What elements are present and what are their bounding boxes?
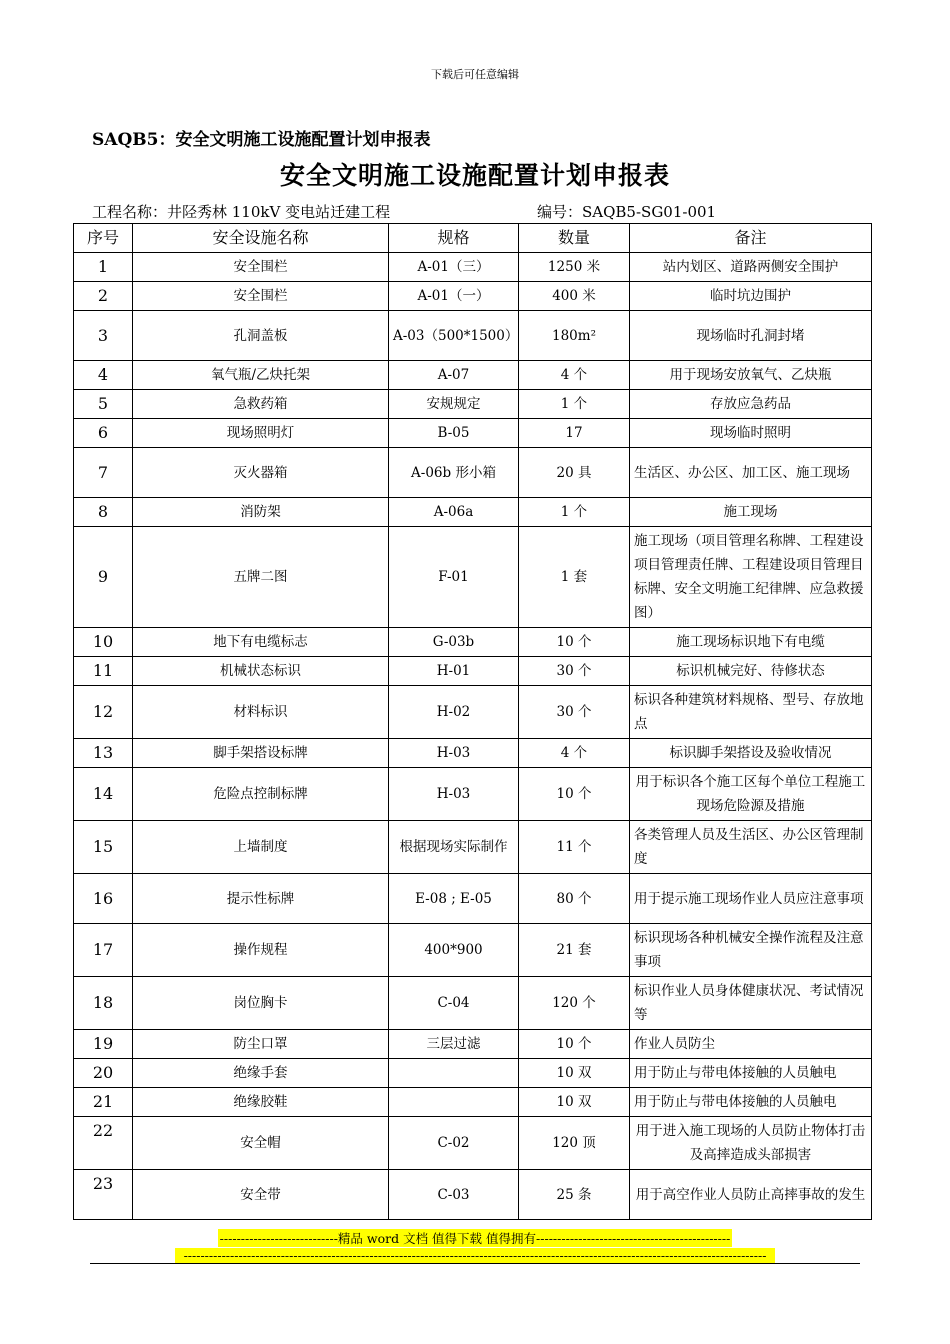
row-number-cell: 20	[74, 1059, 133, 1088]
footer-rule	[90, 1263, 860, 1264]
note-cell: 各类管理人员及生活区、办公区管理制度	[630, 821, 872, 874]
table-header-row	[74, 224, 872, 253]
table-row	[74, 1088, 872, 1117]
quantity-cell: 20 具	[519, 448, 630, 498]
note-cell: 站内划区、道路两侧安全围护	[630, 253, 872, 282]
facility-plan-table	[73, 223, 872, 1220]
quantity-cell: 1 个	[519, 498, 630, 527]
spec-cell	[389, 1059, 519, 1088]
spec-cell: C-03	[389, 1170, 519, 1220]
spec-cell: 400*900	[389, 924, 519, 977]
spec-cell: A-07	[389, 361, 519, 390]
note-cell: 标识现场各种机械安全操作流程及注意事项	[630, 924, 872, 977]
row-number-cell: 8	[74, 498, 133, 527]
note-cell: 施工现场标识地下有电缆	[630, 628, 872, 657]
quantity-cell: 30 个	[519, 657, 630, 686]
table-row	[74, 282, 872, 311]
quantity-cell: 4 个	[519, 739, 630, 768]
quantity-cell: 180m²	[519, 311, 630, 361]
row-number-cell: 11	[74, 657, 133, 686]
project-name: 工程名称：井陉秀林 110kV 变电站迁建工程	[92, 203, 391, 221]
spec-cell: 根据现场实际制作	[389, 821, 519, 874]
quantity-cell: 1 套	[519, 527, 630, 628]
row-number-cell: 9	[74, 527, 133, 628]
note-cell: 临时坑边围护	[630, 282, 872, 311]
spec-cell: H-03	[389, 739, 519, 768]
table-row	[74, 657, 872, 686]
table-row	[74, 977, 872, 1030]
quantity-cell: 30 个	[519, 686, 630, 739]
quantity-cell: 17	[519, 419, 630, 448]
facility-name-cell: 地下有电缆标志	[133, 628, 389, 657]
table-row	[74, 419, 872, 448]
spec-cell: F-01	[389, 527, 519, 628]
facility-name-cell: 防尘口罩	[133, 1030, 389, 1059]
spec-cell: A-01（一）	[389, 282, 519, 311]
row-number-cell: 12	[74, 686, 133, 739]
quantity-cell: 1 个	[519, 390, 630, 419]
quantity-cell: 1250 米	[519, 253, 630, 282]
note-cell: 用于防止与带电体接触的人员触电	[630, 1059, 872, 1088]
row-number-cell: 4	[74, 361, 133, 390]
row-number-cell: 23	[74, 1170, 133, 1220]
note-cell: 作业人员防尘	[630, 1030, 872, 1059]
note-cell: 用于高空作业人员防止高摔事故的发生	[630, 1170, 872, 1220]
facility-name-cell: 材料标识	[133, 686, 389, 739]
note-cell: 用于提示施工现场作业人员应注意事项	[630, 874, 872, 924]
quantity-cell: 4 个	[519, 361, 630, 390]
footer-line-1: ----------------------------精品 word 文档 值得下载 值得拥有----------------------------------------------	[219, 1231, 731, 1246]
facility-name-cell: 岗位胸卡	[133, 977, 389, 1030]
spec-cell: A-03（500*1500）	[389, 311, 519, 361]
row-number-cell: 13	[74, 739, 133, 768]
header-name: 安全设施名称	[133, 224, 389, 253]
facility-name-cell: 上墙制度	[133, 821, 389, 874]
note-cell: 标识机械完好、待修状态	[630, 657, 872, 686]
table-row	[74, 361, 872, 390]
quantity-cell: 10 双	[519, 1088, 630, 1117]
facility-name-cell: 五牌二图	[133, 527, 389, 628]
quantity-cell: 120 个	[519, 977, 630, 1030]
footer-line-2: ------------------------------------------------------------------------------------------------------------------------------------------	[175, 1248, 775, 1263]
facility-name-cell: 提示性标牌	[133, 874, 389, 924]
quantity-cell: 120 顶	[519, 1117, 630, 1170]
note-cell: 用于防止与带电体接触的人员触电	[630, 1088, 872, 1117]
facility-name-cell: 机械状态标识	[133, 657, 389, 686]
facility-name-cell: 灭火器箱	[133, 448, 389, 498]
header-qty: 数量	[519, 224, 630, 253]
note-cell: 施工现场	[630, 498, 872, 527]
quantity-cell: 10 个	[519, 628, 630, 657]
document-code-title: SAQB5：安全文明施工设施配置计划申报表	[92, 130, 431, 150]
table-row	[74, 1030, 872, 1059]
row-number-cell: 16	[74, 874, 133, 924]
facility-name-cell: 消防架	[133, 498, 389, 527]
facility-name-cell: 氧气瓶/乙炔托架	[133, 361, 389, 390]
row-number-cell: 22	[74, 1117, 133, 1170]
footer-banner	[175, 1229, 775, 1263]
quantity-cell: 10 个	[519, 1030, 630, 1059]
spec-cell: 安规规定	[389, 390, 519, 419]
spec-cell: A-06a	[389, 498, 519, 527]
spec-cell: C-02	[389, 1117, 519, 1170]
note-cell: 标识作业人员身体健康状况、考试情况等	[630, 977, 872, 1030]
table-row	[74, 1170, 872, 1220]
facility-name-cell: 孔洞盖板	[133, 311, 389, 361]
note-cell: 生活区、办公区、加工区、施工现场	[630, 448, 872, 498]
header-note: 备注	[630, 224, 872, 253]
table-row	[74, 739, 872, 768]
row-number-cell: 21	[74, 1088, 133, 1117]
row-number-cell: 7	[74, 448, 133, 498]
table-row	[74, 498, 872, 527]
spec-cell: H-01	[389, 657, 519, 686]
spec-cell: H-03	[389, 768, 519, 821]
facility-name-cell: 操作规程	[133, 924, 389, 977]
note-cell: 现场临时照明	[630, 419, 872, 448]
note-cell: 用于标识各个施工区每个单位工程施工现场危险源及措施	[630, 768, 872, 821]
header-note: 下载后可任意编辑	[431, 68, 519, 81]
spec-cell: H-02	[389, 686, 519, 739]
note-cell: 标识脚手架搭设及验收情况	[630, 739, 872, 768]
facility-name-cell: 绝缘胶鞋	[133, 1088, 389, 1117]
facility-name-cell: 安全围栏	[133, 282, 389, 311]
spec-cell: 三层过滤	[389, 1030, 519, 1059]
row-number-cell: 15	[74, 821, 133, 874]
table-row	[74, 628, 872, 657]
note-cell: 存放应急药品	[630, 390, 872, 419]
table-row	[74, 390, 872, 419]
spec-cell: E-08 ; E-05	[389, 874, 519, 924]
quantity-cell: 11 个	[519, 821, 630, 874]
header-spec: 规格	[389, 224, 519, 253]
table-row	[74, 1059, 872, 1088]
row-number-cell: 10	[74, 628, 133, 657]
quantity-cell: 25 条	[519, 1170, 630, 1220]
table-row	[74, 253, 872, 282]
facility-name-cell: 脚手架搭设标牌	[133, 739, 389, 768]
facility-name-cell: 安全围栏	[133, 253, 389, 282]
note-cell: 施工现场（项目管理名称牌、工程建设项目管理责任牌、工程建设项目管理目标牌、安全文明施工纪律牌、应急救援图）	[630, 527, 872, 628]
header-no: 序号	[74, 224, 133, 253]
note-cell: 用于现场安放氧气、乙炔瓶	[630, 361, 872, 390]
table-row	[74, 821, 872, 874]
table-row	[74, 1117, 872, 1170]
row-number-cell: 2	[74, 282, 133, 311]
facility-name-cell: 安全帽	[133, 1117, 389, 1170]
row-number-cell: 6	[74, 419, 133, 448]
note-cell: 用于进入施工现场的人员防止物体打击及高摔造成头部损害	[630, 1117, 872, 1170]
table-body	[74, 253, 872, 1220]
form-number: 编号：SAQB5-SG01-001	[537, 203, 717, 221]
facility-name-cell: 危险点控制标牌	[133, 768, 389, 821]
page-title: 安全文明施工设施配置计划申报表	[279, 161, 670, 190]
table-row	[74, 686, 872, 739]
row-number-cell: 5	[74, 390, 133, 419]
quantity-cell: 10 个	[519, 768, 630, 821]
spec-cell: B-05	[389, 419, 519, 448]
quantity-cell: 21 套	[519, 924, 630, 977]
row-number-cell: 18	[74, 977, 133, 1030]
row-number-cell: 1	[74, 253, 133, 282]
facility-name-cell: 绝缘手套	[133, 1059, 389, 1088]
spec-cell	[389, 1088, 519, 1117]
row-number-cell: 3	[74, 311, 133, 361]
facility-name-cell: 急救药箱	[133, 390, 389, 419]
facility-name-cell: 安全带	[133, 1170, 389, 1220]
note-cell: 标识各种建筑材料规格、型号、存放地点	[630, 686, 872, 739]
facility-name-cell: 现场照明灯	[133, 419, 389, 448]
spec-cell: A-06b 形小箱	[389, 448, 519, 498]
quantity-cell: 400 米	[519, 282, 630, 311]
table-row	[74, 924, 872, 977]
row-number-cell: 19	[74, 1030, 133, 1059]
table-row	[74, 448, 872, 498]
quantity-cell: 10 双	[519, 1059, 630, 1088]
note-cell: 现场临时孔洞封堵	[630, 311, 872, 361]
spec-cell: G-03b	[389, 628, 519, 657]
row-number-cell: 14	[74, 768, 133, 821]
row-number-cell: 17	[74, 924, 133, 977]
table-row	[74, 311, 872, 361]
table-row	[74, 874, 872, 924]
table-row	[74, 768, 872, 821]
spec-cell: C-04	[389, 977, 519, 1030]
table-row	[74, 527, 872, 628]
spec-cell: A-01（三）	[389, 253, 519, 282]
quantity-cell: 80 个	[519, 874, 630, 924]
